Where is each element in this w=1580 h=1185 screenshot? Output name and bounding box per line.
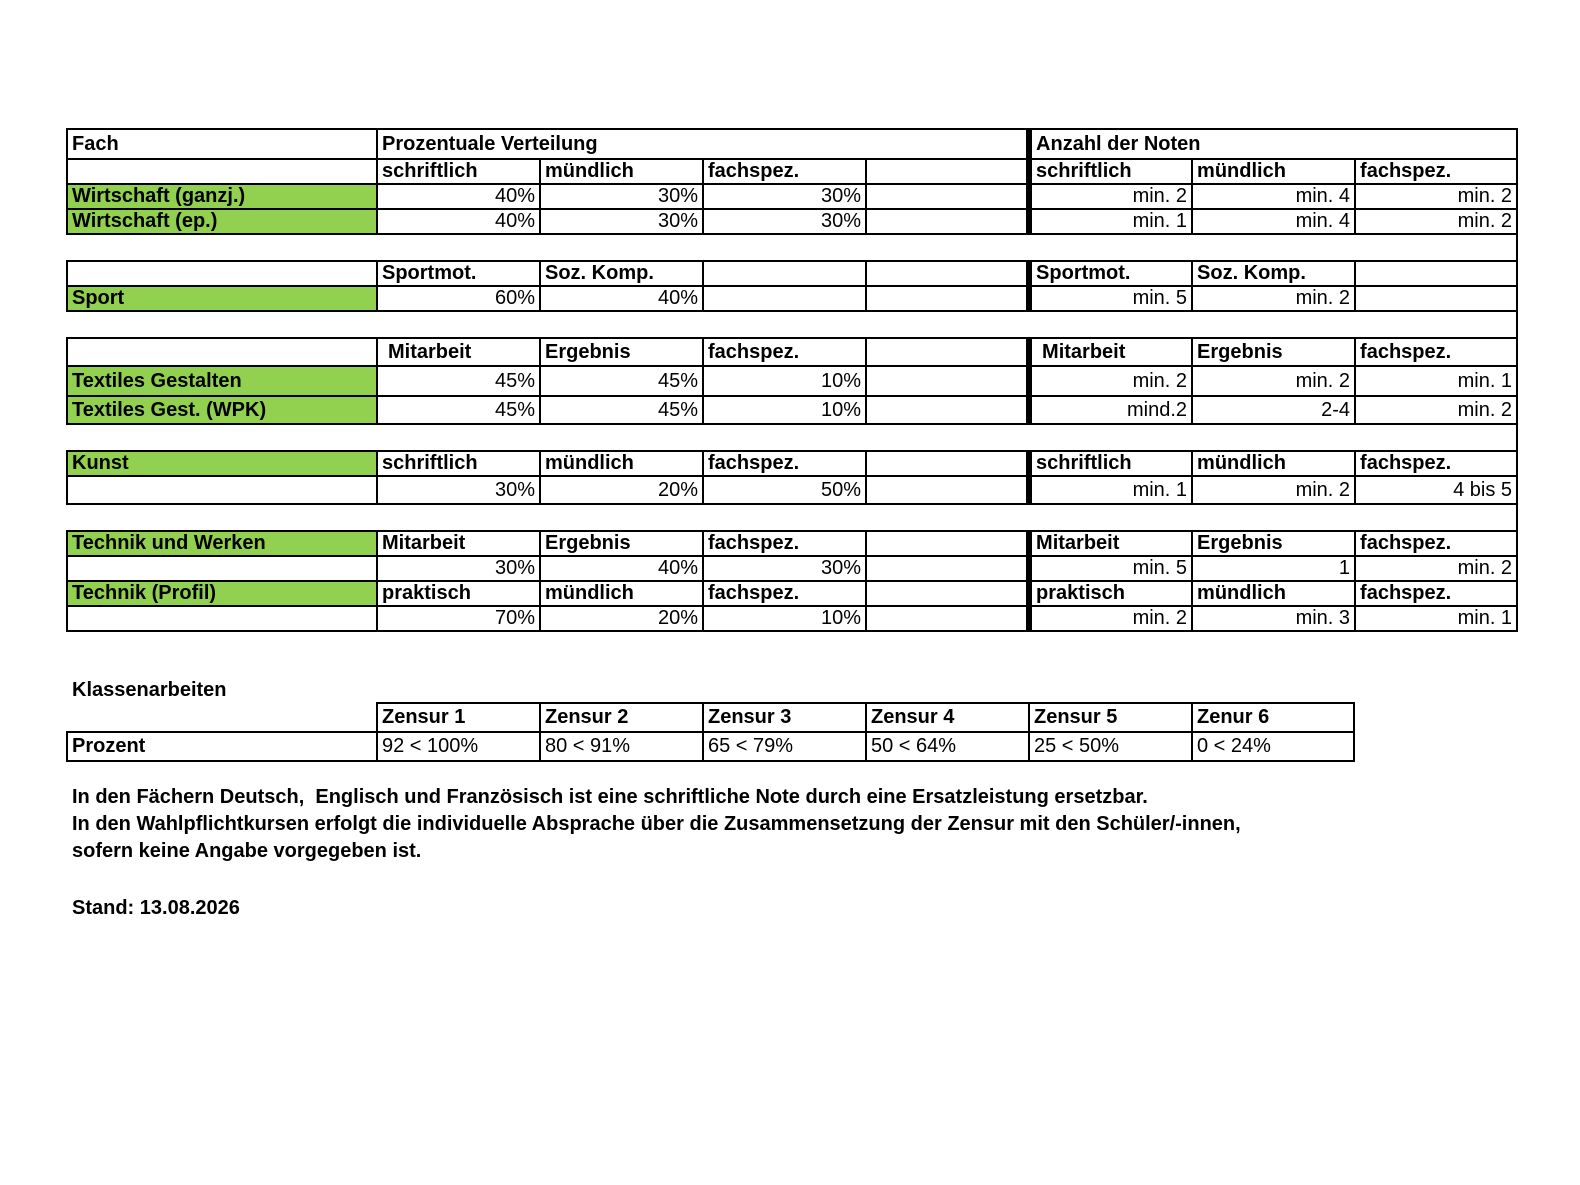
zensur-header: Zenur 6 bbox=[1192, 703, 1354, 732]
col-header: Mitarbeit bbox=[1029, 531, 1192, 556]
count-cell: min. 4 bbox=[1192, 209, 1355, 234]
col-header: mündlich bbox=[1192, 581, 1355, 606]
count-cell: min. 2 bbox=[1192, 476, 1355, 504]
percent-cell: 30% bbox=[703, 209, 866, 234]
col-header: fachspez. bbox=[1355, 531, 1517, 556]
count-cell: min. 1 bbox=[1355, 606, 1517, 631]
count-cell: 1 bbox=[1192, 556, 1355, 581]
kunst-header-row bbox=[67, 451, 1517, 476]
zensur-header: Zensur 3 bbox=[703, 703, 866, 732]
col-header: Ergebnis bbox=[540, 531, 703, 556]
percent-cell: 40% bbox=[377, 184, 540, 209]
col-header: schriftlich bbox=[1029, 159, 1192, 184]
table-row bbox=[67, 209, 1517, 234]
subject-label: Technik (Profil) bbox=[67, 581, 377, 606]
note-line: sofern keine Angabe vorgegeben ist. bbox=[72, 840, 422, 862]
percent-cell: 45% bbox=[377, 396, 540, 424]
col-header: fachspez. bbox=[703, 581, 866, 606]
fach-header: Fach bbox=[67, 129, 377, 159]
percent-cell: 70% bbox=[377, 606, 540, 631]
percent-cell: 10% bbox=[703, 606, 866, 631]
percent-cell: 45% bbox=[540, 396, 703, 424]
col-header: schriftlich bbox=[377, 451, 540, 476]
percent-cell: 30% bbox=[377, 556, 540, 581]
subject-label: Wirtschaft (ep.) bbox=[67, 209, 377, 234]
percent-cell: 45% bbox=[377, 366, 540, 396]
col-header: schriftlich bbox=[1029, 451, 1192, 476]
grading-table bbox=[66, 128, 1518, 632]
count-cell: min. 2 bbox=[1355, 209, 1517, 234]
table-row bbox=[67, 556, 1517, 581]
col-header: Mitarbeit bbox=[377, 531, 540, 556]
prozent-cell: 25 < 50% bbox=[1029, 732, 1192, 761]
zensur-header: Zensur 1 bbox=[377, 703, 540, 732]
count-cell: min. 2 bbox=[1029, 606, 1192, 631]
col-header: fachspez. bbox=[1355, 451, 1517, 476]
prozent-cell: 65 < 79% bbox=[703, 732, 866, 761]
percent-cell: 30% bbox=[703, 556, 866, 581]
col-header: mündlich bbox=[540, 451, 703, 476]
technik-header-row bbox=[67, 531, 1517, 556]
col-header: mündlich bbox=[1192, 451, 1355, 476]
zensur-header-row bbox=[67, 703, 1354, 732]
count-cell: min. 1 bbox=[1029, 476, 1192, 504]
count-cell: min. 2 bbox=[1355, 396, 1517, 424]
count-cell: min. 1 bbox=[1029, 209, 1192, 234]
col-header: fachspez. bbox=[703, 159, 866, 184]
subheader-row bbox=[67, 159, 1517, 184]
col-header: fachspez. bbox=[1355, 159, 1517, 184]
count-cell: min. 5 bbox=[1029, 286, 1192, 311]
subject-label: Textiles Gest. (WPK) bbox=[67, 396, 377, 424]
prozent-cell: 80 < 91% bbox=[540, 732, 703, 761]
stand-date: Stand: 13.08.2026 bbox=[72, 897, 240, 919]
col-header: schriftlich bbox=[377, 159, 540, 184]
count-cell: min. 2 bbox=[1192, 286, 1355, 311]
count-cell: min. 2 bbox=[1029, 366, 1192, 396]
col-header: praktisch bbox=[1029, 581, 1192, 606]
col-header: Sportmot. bbox=[377, 261, 540, 286]
zensur-header: Zensur 5 bbox=[1029, 703, 1192, 732]
count-cell: min. 2 bbox=[1355, 184, 1517, 209]
percent-cell: 40% bbox=[540, 556, 703, 581]
count-cell: mind.2 bbox=[1029, 396, 1192, 424]
subject-label: Sport bbox=[67, 286, 377, 311]
count-cell: min. 2 bbox=[1192, 366, 1355, 396]
prozent-row bbox=[67, 732, 1354, 761]
table-row bbox=[67, 366, 1517, 396]
count-cell: min. 2 bbox=[1029, 184, 1192, 209]
note-line: In den Wahlpflichtkursen erfolgt die individuelle Absprache über die Zusammensetzung der Zensur mit den Schüler/-innen, bbox=[72, 813, 1241, 835]
percent-cell: 10% bbox=[703, 366, 866, 396]
col-header: Ergebnis bbox=[1192, 338, 1355, 366]
col-header: fachspez. bbox=[703, 451, 866, 476]
count-cell: min. 1 bbox=[1355, 366, 1517, 396]
verteilung-header: Prozentuale Verteilung bbox=[377, 129, 1029, 159]
col-header: fachspez. bbox=[1355, 338, 1517, 366]
prozent-cell: 50 < 64% bbox=[866, 732, 1029, 761]
table-row bbox=[67, 286, 1517, 311]
percent-cell: 30% bbox=[703, 184, 866, 209]
count-cell: min. 2 bbox=[1355, 556, 1517, 581]
subject-label: Technik und Werken bbox=[67, 531, 377, 556]
profil-header-row bbox=[67, 581, 1517, 606]
klassenarbeiten-title: Klassenarbeiten bbox=[72, 679, 227, 701]
percent-cell: 20% bbox=[540, 476, 703, 504]
table-row bbox=[67, 606, 1517, 631]
percent-cell: 30% bbox=[377, 476, 540, 504]
col-header: mündlich bbox=[540, 581, 703, 606]
sport-header-row bbox=[67, 261, 1517, 286]
percent-cell: 40% bbox=[540, 286, 703, 311]
col-header: Sportmot. bbox=[1029, 261, 1192, 286]
table-row bbox=[67, 396, 1517, 424]
percent-cell: 40% bbox=[377, 209, 540, 234]
percent-cell: 20% bbox=[540, 606, 703, 631]
prozent-cell: 0 < 24% bbox=[1192, 732, 1354, 761]
prozent-cell: 92 < 100% bbox=[377, 732, 540, 761]
textil-header-row bbox=[67, 338, 1517, 366]
col-header: Mitarbeit bbox=[1029, 338, 1192, 366]
prozent-label: Prozent bbox=[67, 732, 377, 761]
col-header: fachspez. bbox=[1355, 581, 1517, 606]
percent-cell: 50% bbox=[703, 476, 866, 504]
percent-cell: 10% bbox=[703, 396, 866, 424]
subject-label: Kunst bbox=[67, 451, 377, 476]
count-cell: min. 5 bbox=[1029, 556, 1192, 581]
count-cell: min. 3 bbox=[1192, 606, 1355, 631]
percent-cell: 30% bbox=[540, 184, 703, 209]
col-header: Ergebnis bbox=[540, 338, 703, 366]
subject-label: Textiles Gestalten bbox=[67, 366, 377, 396]
header-row bbox=[67, 129, 1517, 159]
percent-cell: 30% bbox=[540, 209, 703, 234]
zensur-header: Zensur 2 bbox=[540, 703, 703, 732]
col-header: mündlich bbox=[540, 159, 703, 184]
col-header: fachspez. bbox=[703, 531, 866, 556]
count-cell: 2-4 bbox=[1192, 396, 1355, 424]
table-row bbox=[67, 476, 1517, 504]
anzahl-header: Anzahl der Noten bbox=[1029, 129, 1517, 159]
col-header: fachspez. bbox=[703, 338, 866, 366]
col-header: praktisch bbox=[377, 581, 540, 606]
zensur-header: Zensur 4 bbox=[866, 703, 1029, 732]
klassenarbeiten-table bbox=[66, 702, 1355, 762]
col-header: mündlich bbox=[1192, 159, 1355, 184]
count-cell: min. 4 bbox=[1192, 184, 1355, 209]
col-header: Mitarbeit bbox=[377, 338, 540, 366]
subject-label: Wirtschaft (ganzj.) bbox=[67, 184, 377, 209]
percent-cell: 45% bbox=[540, 366, 703, 396]
col-header: Ergebnis bbox=[1192, 531, 1355, 556]
percent-cell: 60% bbox=[377, 286, 540, 311]
count-cell: 4 bis 5 bbox=[1355, 476, 1517, 504]
col-header: Soz. Komp. bbox=[540, 261, 703, 286]
note-line: In den Fächern Deutsch, Englisch und Französisch ist eine schriftliche Note durch eine Ersatzleistung ersetzbar. bbox=[72, 786, 1148, 808]
col-header: Soz. Komp. bbox=[1192, 261, 1355, 286]
table-row bbox=[67, 184, 1517, 209]
